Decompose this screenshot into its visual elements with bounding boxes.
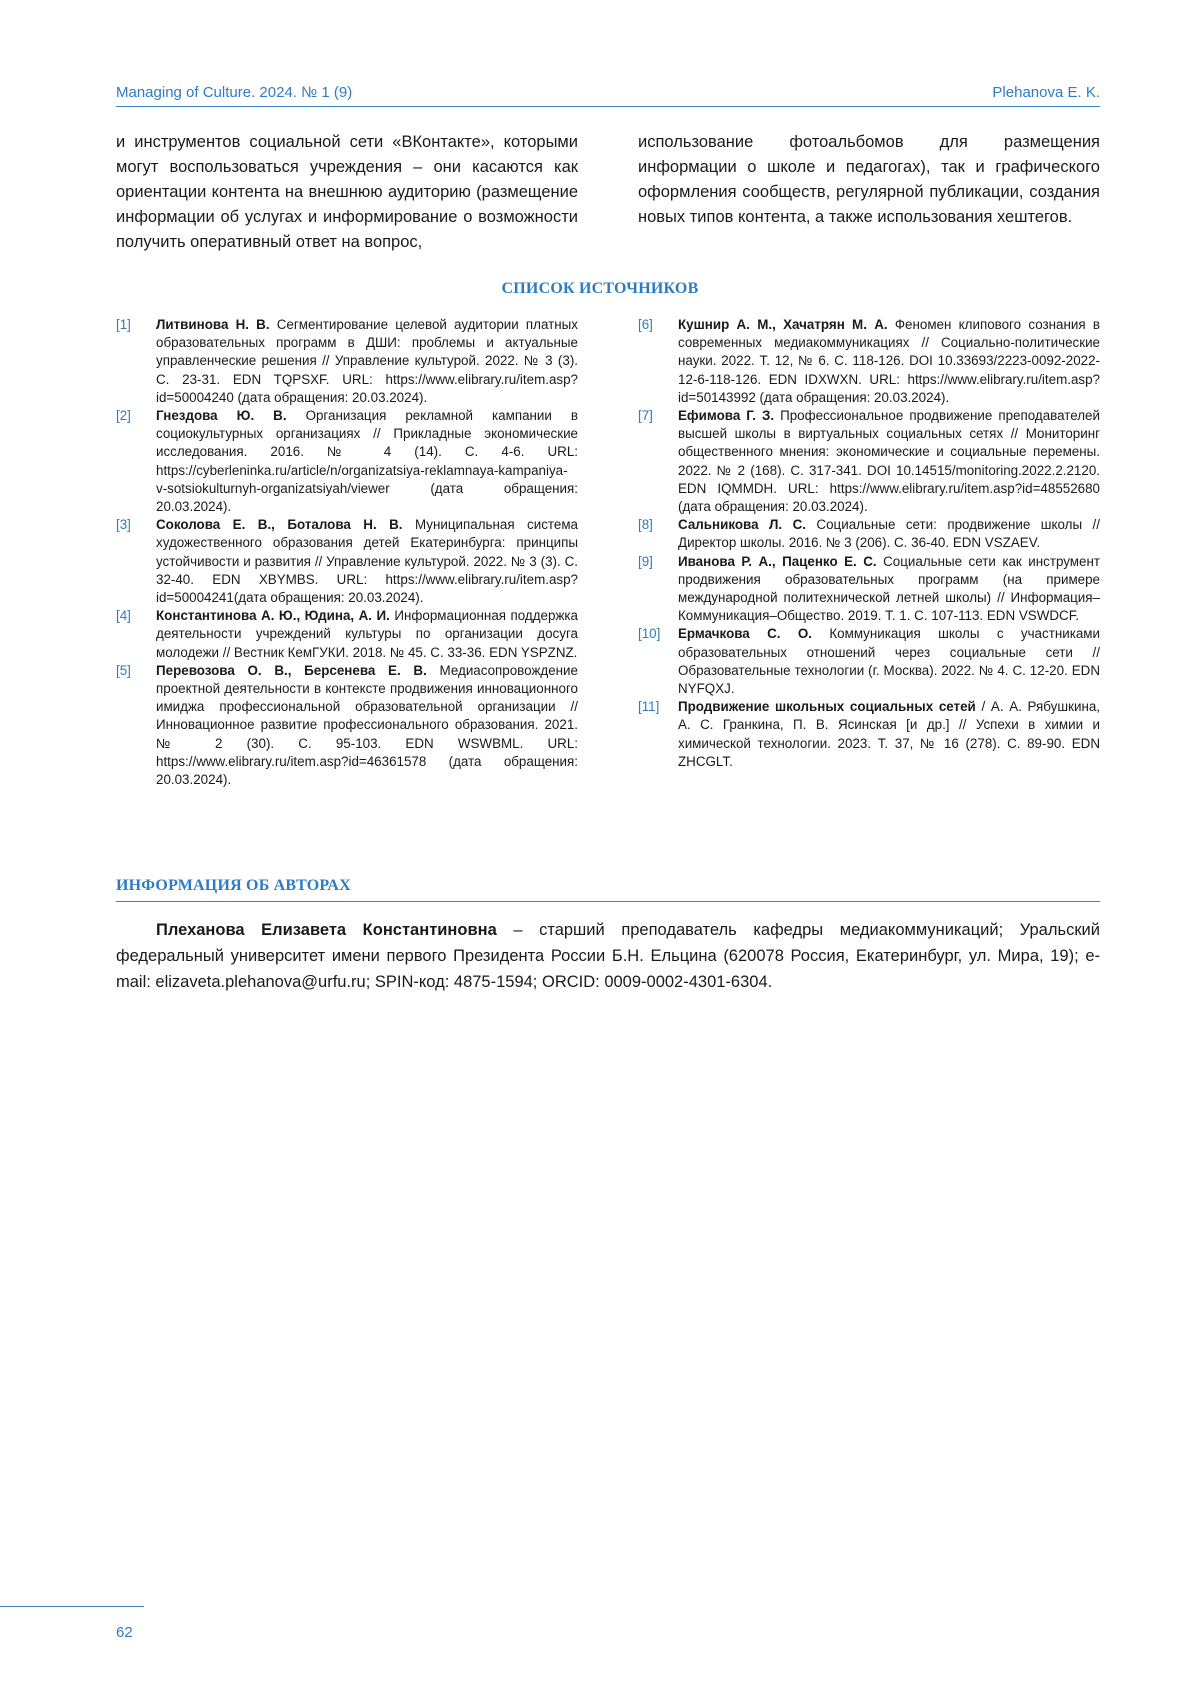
reference-item [116, 407, 578, 516]
reference-text [678, 698, 1100, 771]
reference-body: Муниципальная система художественного образования детей Екатеринбурга: принципы устойчивости и развития // Управление культурой. 2022. № 3 (3). С. 32-40. EDN XBYMBS. URL: https://www.elibrary.ru/item.asp?id=50004241(дата обращения: 20.03.2024). [156, 517, 578, 606]
reference-author: Гнездова Ю. В. [156, 408, 287, 424]
references-heading: СПИСОК ИСТОЧНИКОВ [501, 280, 699, 297]
reference-text [156, 607, 578, 662]
author-name: Плеханова Елизавета Константиновна [156, 921, 497, 939]
reference-number: [8] [638, 517, 653, 533]
journal-title: Managing of Culture. 2024. № 1 (9) [116, 84, 353, 101]
author-info [116, 917, 1100, 995]
reference-author: Сальникова Л. С. [678, 517, 806, 533]
intro-left-column: и инструментов социальной сети «ВКонтакте», которыми могут воспользоваться учреждения – они касаются как ориентации контента на внешнюю аудиторию (размещение информации об услугах и информирование о возможности получить оперативный ответ на вопрос, [116, 133, 578, 251]
reference-author: Литвинова Н. В. [156, 317, 270, 332]
intro-right-column: использование фотоальбомов для размещения информации о школе и педагогах), так и графического оформления сообществ, регулярной публикации, создания новых типов контента, а также использования хештегов. [638, 133, 1100, 226]
reference-number: [3] [116, 517, 131, 533]
reference-text [678, 316, 1100, 407]
reference-body: Медиасопровождение проектной деятельности в контексте продвижения инновационного имиджа профессиональной образовательной организации // Инновационное развитие профессионального образования. 2021. № 2 (30). С. 95-103. EDN WSWBML. URL: https://www.elibrary.ru/item.asp?id=46361578 (дата обращения: 20.03.2024). [156, 662, 578, 788]
reference-body: Организация рекламной кампании в социокультурных организациях // Прикладные экономические исследования. 2016. № 4 (14). С. 4-6. URL: https://cyberleninka.ru/article/n/organizatsiya-reklamnaya-kampaniya-v-sotsiokulturnyh-organizatsiyah/viewer (дата обращения: 20.03.2024). [156, 408, 578, 515]
references-list [116, 316, 1100, 789]
reference-body: Информационная поддержка деятельности учреждений культуры по организации досуга молодежи // Вестник КемГУКИ. 2018. № 45. С. 33-36. EDN YSPZNZ. [156, 608, 579, 660]
intro-text [116, 130, 1100, 255]
footer-divider [0, 1606, 144, 1607]
reference-item [116, 662, 578, 789]
reference-body: Профессиональное продвижение преподавателей высшей школы в виртуальных социальных сетях // Мониторинг общественного мнения: экономические и социальные перемены. 2022. № 2 (168). С. 317-341. DOI 10.14515/monitoring.2022.2.2120. EDN IQMMDH. URL: https://www.elibrary.ru/item.asp?id=48552680 (дата обращения: 20.03.2024). [678, 408, 1100, 515]
reference-text [678, 553, 1100, 626]
reference-author: Ефимова Г. З. [678, 408, 775, 424]
page-number: 62 [116, 1624, 133, 1641]
reference-text [156, 516, 578, 607]
reference-body: Социальные сети как инструмент продвижения образовательных программ (на примере международной политехнической летней школы) // Информация–Коммуникация–Общество. 2019. Т. 1. С. 107-113. EDN VSWDCF. [678, 553, 1100, 624]
reference-item [638, 316, 1100, 407]
running-header [116, 84, 1100, 107]
reference-text [678, 516, 1100, 552]
reference-number: [11] [638, 699, 660, 715]
reference-number: [9] [638, 553, 653, 569]
reference-body: Феномен клипового сознания в современных медиакоммуникациях // Социально-политические науки. 2022. Т. 12, № 6. С. 118-126. DOI 10.33693/2223-0092-2022-12-6-118-126. EDN IDXWXN. URL: https://www.elibrary.ru/item.asp?id=50143992 (дата обращения: 20.03.2024). [678, 317, 1100, 405]
reference-item [116, 607, 578, 662]
header-author: Plehanova E. K. [992, 84, 1100, 101]
reference-author: Перевозова О. В., Берсенева Е. В. [156, 662, 427, 678]
reference-number: [1] [116, 317, 131, 332]
reference-author: Продвижение школьных социальных сетей [678, 699, 976, 715]
reference-number: [6] [638, 317, 653, 332]
references-right-column [638, 316, 1100, 789]
reference-item [638, 516, 1100, 552]
reference-author: Иванова Р. А., Паценко Е. С. [678, 553, 877, 569]
reference-item [638, 625, 1100, 698]
reference-number: [2] [116, 408, 131, 424]
author-details: – старший преподаватель кафедры медиакоммуникаций; Уральский федеральный университет имени первого Президента России Б.Н. Ельцина (620078 Россия, Екатеринбург, ул. Мира, 19); e-mail: elizaveta.plehanova@urfu.ru; SPIN-код: 4875-1594; ORCID: 0009-0002-4301-6304. [116, 921, 1100, 991]
reference-body: Сегментирование целевой аудитории платных образовательных программ в ДШИ: проблемы и актуальные управленческие решения // Управление культурой. 2022. № 3 (3). С. 23-31. EDN TQPSXF. URL: https://www.elibrary.ru/item.asp?id=50004240 (дата обращения: 20.03.2024). [156, 317, 578, 405]
reference-author: Соколова Е. В., Боталова Н. В. [156, 517, 403, 533]
reference-text [156, 316, 578, 407]
reference-item [116, 516, 578, 607]
reference-item [638, 407, 1100, 516]
reference-author: Константинова А. Ю., Юдина, А. И. [156, 608, 390, 624]
reference-text [156, 662, 578, 789]
reference-body: / А. А. Рябушкина, А. С. Гранкина, П. В. Ясинская [и др.] // Успехи в химии и химической технологии. 2023. Т. 37, № 16 (278). С. 89-90. EDN ZHCGLT. [678, 699, 1101, 769]
reference-number: [7] [638, 408, 653, 424]
reference-text [678, 407, 1100, 516]
reference-body: Социальные сети: продвижение школы // Директор школы. 2016. № 3 (206). С. 36-40. EDN VSZAEV. [678, 517, 1101, 551]
reference-item [638, 553, 1100, 626]
authors-heading: ИНФОРМАЦИЯ ОБ АВТОРАХ [116, 877, 1100, 902]
reference-number: [5] [116, 662, 131, 678]
reference-author: Ермачкова С. О. [678, 626, 813, 642]
reference-item [116, 316, 578, 407]
reference-body: Коммуникация школы с участниками образовательных отношений через социальные сети // Образовательные технологии (г. Москва). 2022. № 4. С. 12-20. EDN NYFQXJ. [678, 626, 1100, 697]
reference-author: Кушнир А. М., Хачатрян М. А. [678, 317, 888, 332]
reference-number: [4] [116, 608, 131, 624]
reference-item [638, 698, 1100, 771]
reference-number: [10] [638, 626, 661, 642]
reference-text [156, 407, 578, 516]
references-left-column [116, 316, 578, 789]
reference-text [678, 625, 1100, 698]
